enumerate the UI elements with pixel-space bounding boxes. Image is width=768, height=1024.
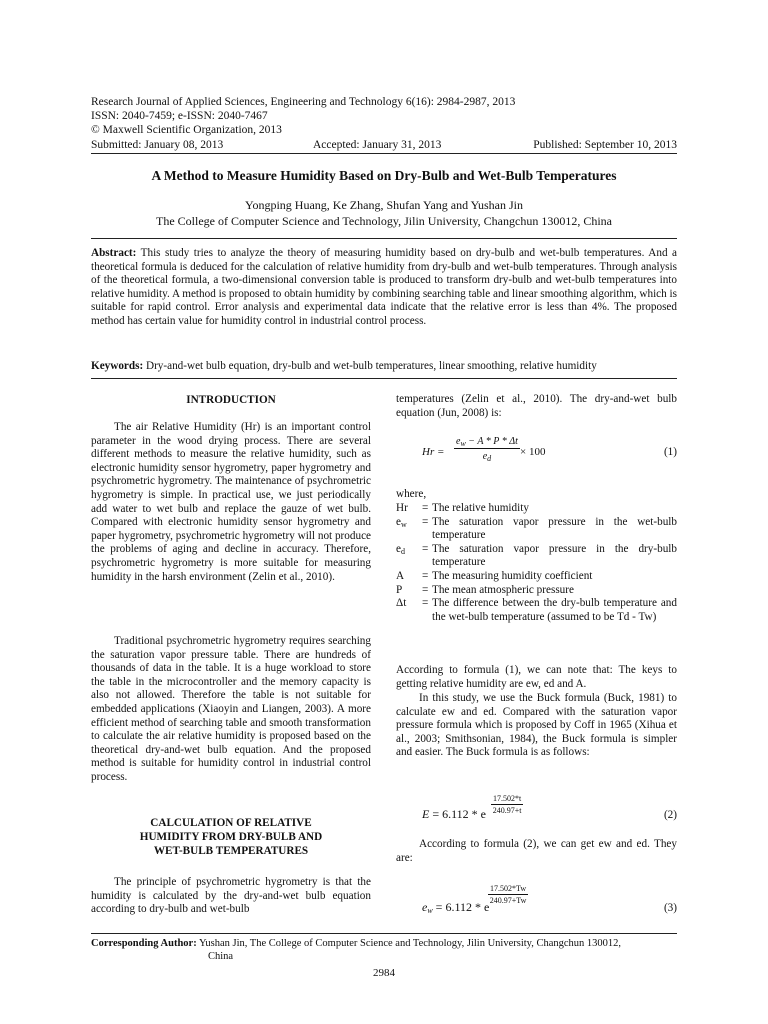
abstract-label: Abstract: <box>91 247 137 259</box>
def-symbol: $e_d$ <box>396 542 405 556</box>
published-date: Published: September 10, 2013 <box>533 139 677 151</box>
eq3-exp-num: 17.502*Tw <box>490 884 527 893</box>
affiliation: The College of Computer Science and Technology, Jilin University, Changchun 130012, China <box>156 214 612 228</box>
def-symbol: A <box>396 569 405 582</box>
def-symbol: Hr <box>396 502 408 514</box>
def-symbol: P <box>396 583 403 596</box>
right-paragraph-2: According to formula (1), we can note that: The keys to getting relative humidity are ew, ed and A. <box>396 664 677 690</box>
eq2-number: (2) <box>663 809 677 821</box>
calc-heading-line-2: HUMIDITY FROM DRY-BULB AND <box>139 831 323 843</box>
where-label: where, <box>396 488 427 500</box>
issn-line: ISSN: 2040-7459; e-ISSN: 2040-7467 <box>91 110 268 122</box>
keywords-text: Dry-and-wet bulb equation, dry-bulb and wet-bulb temperatures, linear smoothing, relative humidity <box>143 360 597 372</box>
abstract <box>91 247 677 329</box>
eq1-number: (1) <box>663 446 677 458</box>
right-paragraph-4: According to formula (2), we can get ew and ed. They are: <box>396 838 677 864</box>
def-symbol: Δt <box>396 597 407 610</box>
intro-paragraph-1: The air Relative Humidity (Hr) is an important control parameter in the wood drying process. There are several different methods to measure the relative humidity, such as electronic humidity sensor hygrometry, paper hygrometry and psychrometric hygrometry. The maintenance of psychrometric hygrometry is simple. In practical use, we just periodically add water to wet bulb and replace the gauze of wet bulb. Compared with electronic humidity sensor hygrometry and paper hygrometry, psychrometric hygrometry will not produce the problems of aging and decline in accuracy. Therefore, psychrometric hygrometry is more suitable for measuring humidity in the harsh environment (Zelin et al., 2010). <box>91 421 371 583</box>
eq1-denominator-sub: d <box>487 454 492 463</box>
abstract-top-rule <box>91 238 677 239</box>
def-text: The saturation vapor pressure in the dry-bulb temperature <box>432 542 677 569</box>
eq1-numerator-rest: − A * P * Δt <box>465 436 518 447</box>
paper-title: A Method to Measure Humidity Based on Dry-Bulb and Wet-Bulb Temperatures <box>151 168 617 183</box>
eq3-exponent <box>488 884 528 905</box>
corresponding-author <box>91 937 677 950</box>
keywords <box>91 360 677 374</box>
eq3-lhs: = 6.112 * e <box>435 900 490 914</box>
definition-hr: Hr = The relative humidity <box>396 502 677 516</box>
eq1-numerator: e <box>456 436 461 447</box>
footer-rule <box>91 933 677 934</box>
right-paragraph-1: temperatures (Zelin et al., 2010). The dry-and-wet bulb equation (Jun, 2008) is: <box>396 393 677 419</box>
calc-heading-line-3: WET-BULB TEMPERATURES <box>153 845 309 857</box>
calc-heading-line-1: CALCULATION OF RELATIVE <box>150 817 312 829</box>
authors: Yongping Huang, Ke Zhang, Shufan Yang and Yushan Jin <box>245 198 523 212</box>
calc-heading <box>91 816 371 858</box>
header-rule <box>91 153 677 154</box>
introduction-heading: INTRODUCTION <box>186 394 276 406</box>
eq1-lhs: Hr = <box>422 446 445 458</box>
equation-3 <box>396 882 677 914</box>
equation-1 <box>396 436 677 470</box>
eq3-exp-den: 240.97+Tw <box>489 896 527 905</box>
definition-delta-t: Δt = The difference between the dry-bulb temperature and the wet-bulb temperature (assumed to be Td - Tw) <box>396 597 677 623</box>
definition-a: A = The measuring humidity coefficient <box>396 570 677 584</box>
abstract-text: This study tries to analyze the theory of measuring humidity based on dry-bulb and wet-bulb temperatures. And a theoretical formula is deduced for the calculation of relative humidity from dry-bulb and wet-bulb temperatures. Through analysis of the theoretical formula, a two-dimensional conversion table is produced to transform dry-bulb and wet-bulb temperatures into relative humidity. A method is proposed to obtain humidity by combining searching table and linear smoothing algorithm, which is suitable for rapid control. Error analysis and experimental data indicate that the relative error is less than 4%. The proposed method has certain value for humidity control in industrial control process. <box>91 247 677 327</box>
eq2-exp-num: 17.502*t <box>493 794 522 803</box>
def-text: The measuring humidity coefficient <box>432 569 593 582</box>
definitions-list <box>396 502 677 624</box>
eq1-times: × 100 <box>520 446 546 458</box>
eq1-fraction <box>454 436 520 462</box>
def-text: The mean atmospheric pressure <box>432 583 574 596</box>
intro-paragraph-2: Traditional psychrometric hygrometry requires searching the saturation vapor pressure table. There are hundreds of thousands of data in the table. It is a huge workload to store the table in the microcontroller and the memory capacity is also not allowed. Therefore the table is not suitable for embedded applications (Xiaoyin and Liangen, 2003). A more efficient method of searching table and smooth transformation to calculate the air relative humidity is proposed based on the theoretical dry-and-wet bulb equation. And the proposed method is suitable for humidity control in industrial control process. <box>91 635 371 783</box>
def-symbol: $e_w$ <box>396 515 407 529</box>
keywords-rule <box>91 378 677 379</box>
right-paragraph-3: In this study, we use the Buck formula (Buck, 1981) to calculate ew and ed. Compared with the saturation vapor pressure formula which is proposed by Coff in 1965 (Xihua et al., 2003; Smithsonian, 1984), the Buck formula is simpler and easier. The Buck formula is as follows: <box>396 692 677 759</box>
journal-line: Research Journal of Applied Sciences, Engineering and Technology 6(16): 2984-2987, 2013 <box>91 96 516 108</box>
corresponding-text-2: China <box>208 951 234 962</box>
accepted-date: Accepted: January 31, 2013 <box>313 139 442 151</box>
def-text: The saturation vapor pressure in the wet-bulb temperature <box>432 515 677 542</box>
eq3-lhs-sub: w <box>427 906 433 915</box>
eq2-exp-den: 240.97+t <box>492 806 522 815</box>
copyright-line: © Maxwell Scientific Organization, 2013 <box>91 124 282 136</box>
def-text: The difference between the dry-bulb temperature and the wet-bulb temperature (assumed to be Td - Tw) <box>432 597 677 623</box>
calc-paragraph-1: The principle of psychrometric hygrometry is that the humidity is calculated by the dry-and-wet bulb equation according to dry-bulb and wet-bulb <box>91 876 371 916</box>
corresponding-text: Yushan Jin, The College of Computer Science and Technology, Jilin University, Changchun 130012, <box>196 938 622 949</box>
eq1-numerator-sub: w <box>460 439 466 448</box>
eq2-exponent <box>491 794 523 815</box>
def-text: The relative humidity <box>432 502 529 514</box>
definition-ew: $e_w$ = The saturation vapor pressure in the wet-bulb temperature <box>396 515 677 542</box>
page-number: 2984 <box>373 967 395 979</box>
definition-ed: $e_d$ = The saturation vapor pressure in the dry-bulb temperature <box>396 542 677 569</box>
definition-p: P = The mean atmospheric pressure <box>396 584 677 598</box>
keywords-label: Keywords: <box>91 360 144 372</box>
corresponding-label: Corresponding Author: <box>91 938 197 949</box>
submitted-date: Submitted: January 08, 2013 <box>91 139 224 151</box>
eq3-lhs-symbol: e <box>422 900 428 914</box>
eq3-number: (3) <box>663 902 677 914</box>
eq1-denominator: e <box>482 451 488 462</box>
equation-2: E = 6.112 * e $\frac{17.502*t}{240.97+t}$ (2) <box>422 794 677 821</box>
